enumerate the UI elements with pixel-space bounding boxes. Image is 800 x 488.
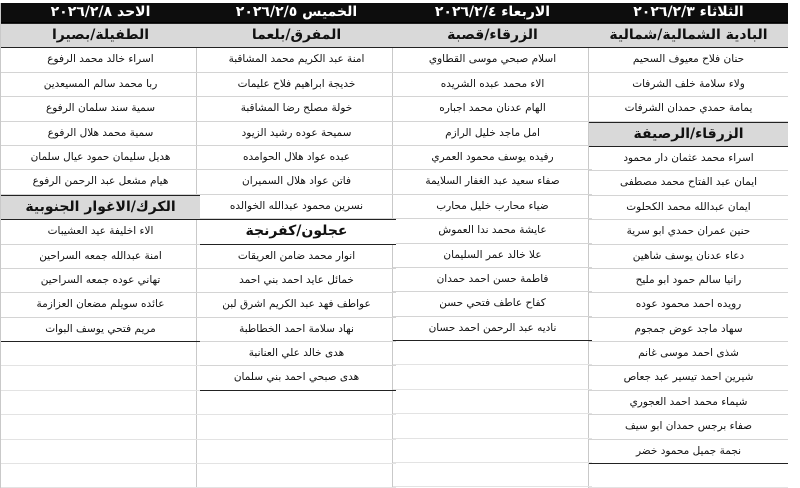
empty-cell[interactable] bbox=[197, 415, 396, 439]
name-cell[interactable]: ناديه عبد الرحمن احمد حسان bbox=[393, 317, 592, 341]
empty-cell[interactable] bbox=[1, 391, 200, 415]
empty-cell[interactable] bbox=[1, 464, 200, 488]
empty-cell[interactable] bbox=[197, 391, 396, 415]
name-cell[interactable]: هيام مشعل عبد الرحمن الرفوع bbox=[1, 170, 200, 194]
name-cell[interactable]: خولة مصلح رضا المشاقبة bbox=[197, 97, 396, 121]
column-thursday bbox=[196, 3, 396, 488]
region-group-header[interactable]: عجلون/كفرنجة bbox=[197, 219, 396, 244]
name-cell[interactable]: انوار محمد ضامن العريقات bbox=[197, 245, 396, 269]
column-cells bbox=[393, 23, 592, 487]
empty-cell[interactable] bbox=[197, 464, 396, 488]
name-cell[interactable]: ولاء سلامة خلف الشرفات bbox=[589, 73, 788, 97]
name-cell[interactable]: ضياء محارب خليل محارب bbox=[393, 195, 592, 219]
column-tuesday bbox=[588, 3, 788, 488]
column-cells bbox=[589, 23, 788, 488]
empty-cell[interactable] bbox=[393, 341, 592, 365]
name-cell[interactable]: هدى صبحي احمد بني سلمان bbox=[197, 366, 396, 390]
empty-cell[interactable] bbox=[1, 415, 200, 439]
name-cell[interactable]: حنين عمران حمدي ابو سرية bbox=[589, 220, 788, 244]
name-cell[interactable]: فاتن عواد هلال السميران bbox=[197, 170, 396, 194]
name-cell[interactable]: اسراء خالد محمد الرفوع bbox=[1, 48, 200, 72]
region-group-header[interactable]: المفرق/بلعما bbox=[197, 23, 396, 48]
name-cell[interactable]: عبده عواد هلال الحوامده bbox=[197, 146, 396, 170]
name-cell[interactable]: نهاد سلامة احمد الخطاطبة bbox=[197, 318, 396, 342]
name-cell[interactable]: شيماء محمد احمد العجوري bbox=[589, 391, 788, 415]
name-cell[interactable]: امنة عبدالله جمعه السراحين bbox=[1, 245, 200, 269]
empty-cell[interactable] bbox=[589, 464, 788, 488]
name-cell[interactable]: اسراء محمد عثمان دار محمود bbox=[589, 147, 788, 171]
name-cell[interactable]: سمية محمد هلال الرفوع bbox=[1, 122, 200, 146]
region-group-header[interactable]: الزرقاء/قصبة bbox=[393, 23, 592, 48]
name-cell[interactable]: امنة عبد الكريم محمد المشاقبة bbox=[197, 48, 396, 72]
name-cell[interactable]: اسلام صبحي موسى القطاوي bbox=[393, 48, 592, 72]
column-cells bbox=[1, 23, 200, 488]
empty-cell[interactable] bbox=[393, 414, 592, 438]
name-cell[interactable]: هدى خالد علي العنانبة bbox=[197, 342, 396, 366]
column-wednesday bbox=[392, 3, 592, 487]
name-cell[interactable]: رفيده يوسف محمود العمري bbox=[393, 146, 592, 170]
name-cell[interactable]: نجمة جميل محمود خضر bbox=[589, 440, 788, 464]
empty-cell[interactable] bbox=[393, 463, 592, 487]
empty-cell[interactable] bbox=[393, 365, 592, 389]
empty-cell[interactable] bbox=[1, 440, 200, 464]
column-date-header[interactable]: الثلاثاء ٢٠٢٦/٢/٣ bbox=[589, 3, 788, 23]
name-cell[interactable]: ربا محمد سالم المسيعدين bbox=[1, 73, 200, 97]
name-cell[interactable]: رانيا سالم حمود ابو مليح bbox=[589, 269, 788, 293]
name-cell[interactable]: يمامة حمدي حمدان الشرفات bbox=[589, 97, 788, 121]
name-cell[interactable]: سميحة عوده رشيد الزيود bbox=[197, 122, 396, 146]
name-cell[interactable]: سهاد ماجد عوض جمجوم bbox=[589, 318, 788, 342]
region-group-header[interactable]: البادية الشمالية/شمالية bbox=[589, 23, 788, 48]
name-cell[interactable]: الاء محمد عبده الشريده bbox=[393, 73, 592, 97]
empty-cell[interactable] bbox=[393, 390, 592, 414]
name-cell[interactable]: عائده سويلم مضعان العزازمة bbox=[1, 293, 200, 317]
name-cell[interactable]: امل ماجد خليل الرازم bbox=[393, 122, 592, 146]
name-cell[interactable]: سمية سند سلمان الرفوع bbox=[1, 97, 200, 121]
name-cell[interactable]: شيرين احمد تيسير عبد جعاص bbox=[589, 366, 788, 390]
empty-cell[interactable] bbox=[197, 440, 396, 464]
name-cell[interactable]: تهاني عوده جمعه السراحين bbox=[1, 269, 200, 293]
name-cell[interactable]: صفاء برجس حمدان ابو سيف bbox=[589, 415, 788, 439]
name-cell[interactable]: نسرين محمود عبدالله الخوالده bbox=[197, 195, 396, 219]
name-cell[interactable]: فاطمة حسن احمد حمدان bbox=[393, 268, 592, 292]
column-date-header[interactable]: الخميس ٢٠٢٦/٢/٥ bbox=[197, 3, 396, 23]
name-cell[interactable]: صفاء سعيد عبد الغفار السلايمة bbox=[393, 170, 592, 194]
empty-cell[interactable] bbox=[1, 342, 200, 366]
region-group-header[interactable]: الكرك/الاغوار الجنوبية bbox=[1, 195, 200, 220]
region-group-header[interactable]: الطفيلة/بصيرا bbox=[1, 23, 200, 48]
name-cell[interactable]: عايشة محمد ندا العموش bbox=[393, 219, 592, 243]
name-cell[interactable]: شذى احمد موسى غانم bbox=[589, 342, 788, 366]
name-cell[interactable]: الهام عدنان محمد اجباره bbox=[393, 97, 592, 121]
empty-cell[interactable] bbox=[393, 439, 592, 463]
column-date-header[interactable]: الاربعاء ٢٠٢٦/٢/٤ bbox=[393, 3, 592, 23]
name-cell[interactable]: كفاح عاطف فتحي حسن bbox=[393, 292, 592, 316]
name-cell[interactable]: ايمان عبدالله محمد الكحلوت bbox=[589, 196, 788, 220]
name-cell[interactable]: حنان فلاح معيوف السحيم bbox=[589, 48, 788, 72]
name-cell[interactable]: مريم فتحي يوسف البوات bbox=[1, 318, 200, 342]
name-cell[interactable]: ايمان عبد الفتاح محمد مصطفى bbox=[589, 171, 788, 195]
column-date-header[interactable]: الاحد ٢٠٢٦/٢/٨ bbox=[1, 3, 200, 23]
name-cell[interactable]: خديجة ابراهيم فلاح عليمات bbox=[197, 73, 396, 97]
name-cell[interactable]: الاء اخليفة عيد العشيبات bbox=[1, 220, 200, 244]
name-cell[interactable]: عواطف فهد عبد الكريم اشرق لبن bbox=[197, 293, 396, 317]
column-sunday bbox=[0, 3, 200, 488]
name-cell[interactable]: خمائل عايد احمد بني احمد bbox=[197, 269, 396, 293]
name-cell[interactable]: هديل سليمان حمود عيال سلمان bbox=[1, 146, 200, 170]
column-cells bbox=[197, 23, 396, 488]
empty-cell[interactable] bbox=[1, 366, 200, 390]
region-group-header[interactable]: الزرقاء/الرصيفة bbox=[589, 122, 788, 147]
name-cell[interactable]: علا خالد عمر السليمان bbox=[393, 244, 592, 268]
name-cell[interactable]: دعاء عدنان يوسف شاهين bbox=[589, 245, 788, 269]
name-cell[interactable]: رويده احمد محمود عوده bbox=[589, 293, 788, 317]
